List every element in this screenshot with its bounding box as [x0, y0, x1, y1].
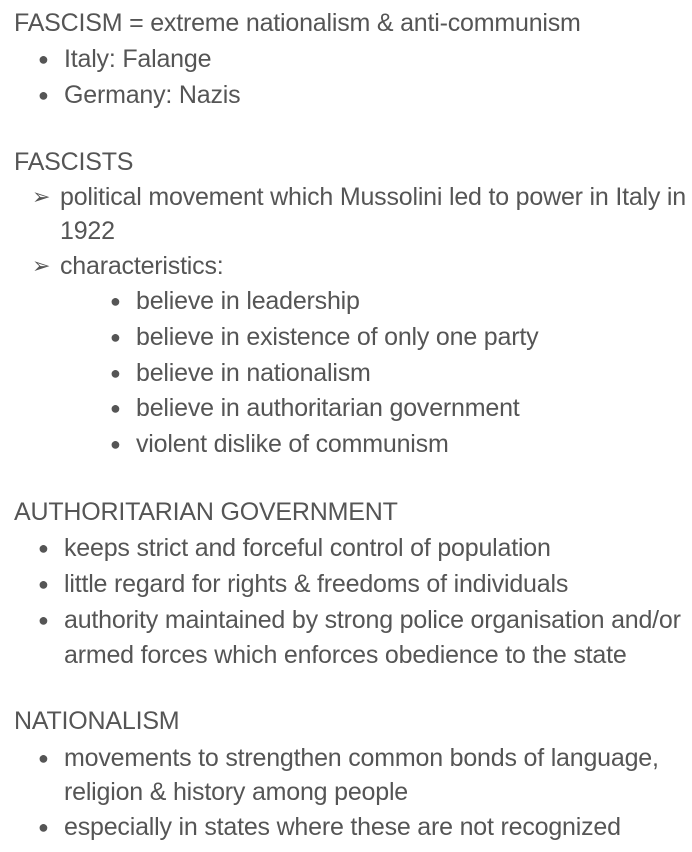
fascists-movement-line2: 1922: [60, 217, 115, 245]
bullet-dot-icon: ●: [38, 49, 49, 69]
fascism-bullet-germany: Germany: Nazis: [64, 81, 241, 109]
characteristic-item: believe in nationalism: [136, 359, 371, 387]
bullet-dot-icon: ●: [38, 538, 49, 558]
arrow-bullet-icon: ➢: [32, 253, 51, 278]
bullet-dot-icon: ●: [38, 574, 49, 594]
bullet-dot-icon: ●: [110, 363, 121, 383]
fascists-characteristics-label: characteristics:: [60, 252, 224, 280]
authoritarian-bullet-line2: armed forces which enforces obedience to the state: [64, 641, 627, 669]
arrow-bullet-icon: ➢: [32, 184, 51, 209]
bullet-dot-icon: ●: [38, 610, 49, 630]
nationalism-bullet-line2: religion & history among people: [64, 778, 409, 806]
bullet-dot-icon: ●: [110, 291, 121, 311]
bullet-dot-icon: ●: [38, 748, 49, 768]
bullet-dot-icon: ●: [110, 434, 121, 454]
nationalism-heading: NATIONALISM: [14, 707, 180, 735]
nationalism-bullet-line1: movements to strengthen common bonds of language,: [64, 744, 659, 772]
bullet-dot-icon: ●: [110, 398, 121, 418]
fascists-heading: FASCISTS: [14, 148, 134, 176]
fascism-bullet-italy: Italy: Falange: [64, 45, 212, 73]
bullet-dot-icon: ●: [38, 817, 49, 837]
bullet-dot-icon: ●: [38, 85, 49, 105]
authoritarian-heading: AUTHORITARIAN GOVERNMENT: [14, 498, 398, 526]
characteristic-item: believe in existence of only one party: [136, 323, 539, 351]
fascism-heading: FASCISM = extreme nationalism & anti-communism: [14, 9, 581, 37]
bullet-dot-icon: ●: [110, 327, 121, 347]
authoritarian-bullet-line1: authority maintained by strong police organisation and/or: [64, 606, 681, 634]
nationalism-bullet: especially in states where these are not recognized: [64, 813, 621, 841]
characteristic-item: violent dislike of communism: [136, 430, 449, 458]
fascists-movement-line1: political movement which Mussolini led to power in Italy in: [60, 183, 686, 211]
authoritarian-bullet: little regard for rights & freedoms of individuals: [64, 570, 569, 598]
authoritarian-bullet: keeps strict and forceful control of population: [64, 534, 551, 562]
characteristic-item: believe in leadership: [136, 287, 360, 315]
characteristic-item: believe in authoritarian government: [136, 394, 520, 422]
